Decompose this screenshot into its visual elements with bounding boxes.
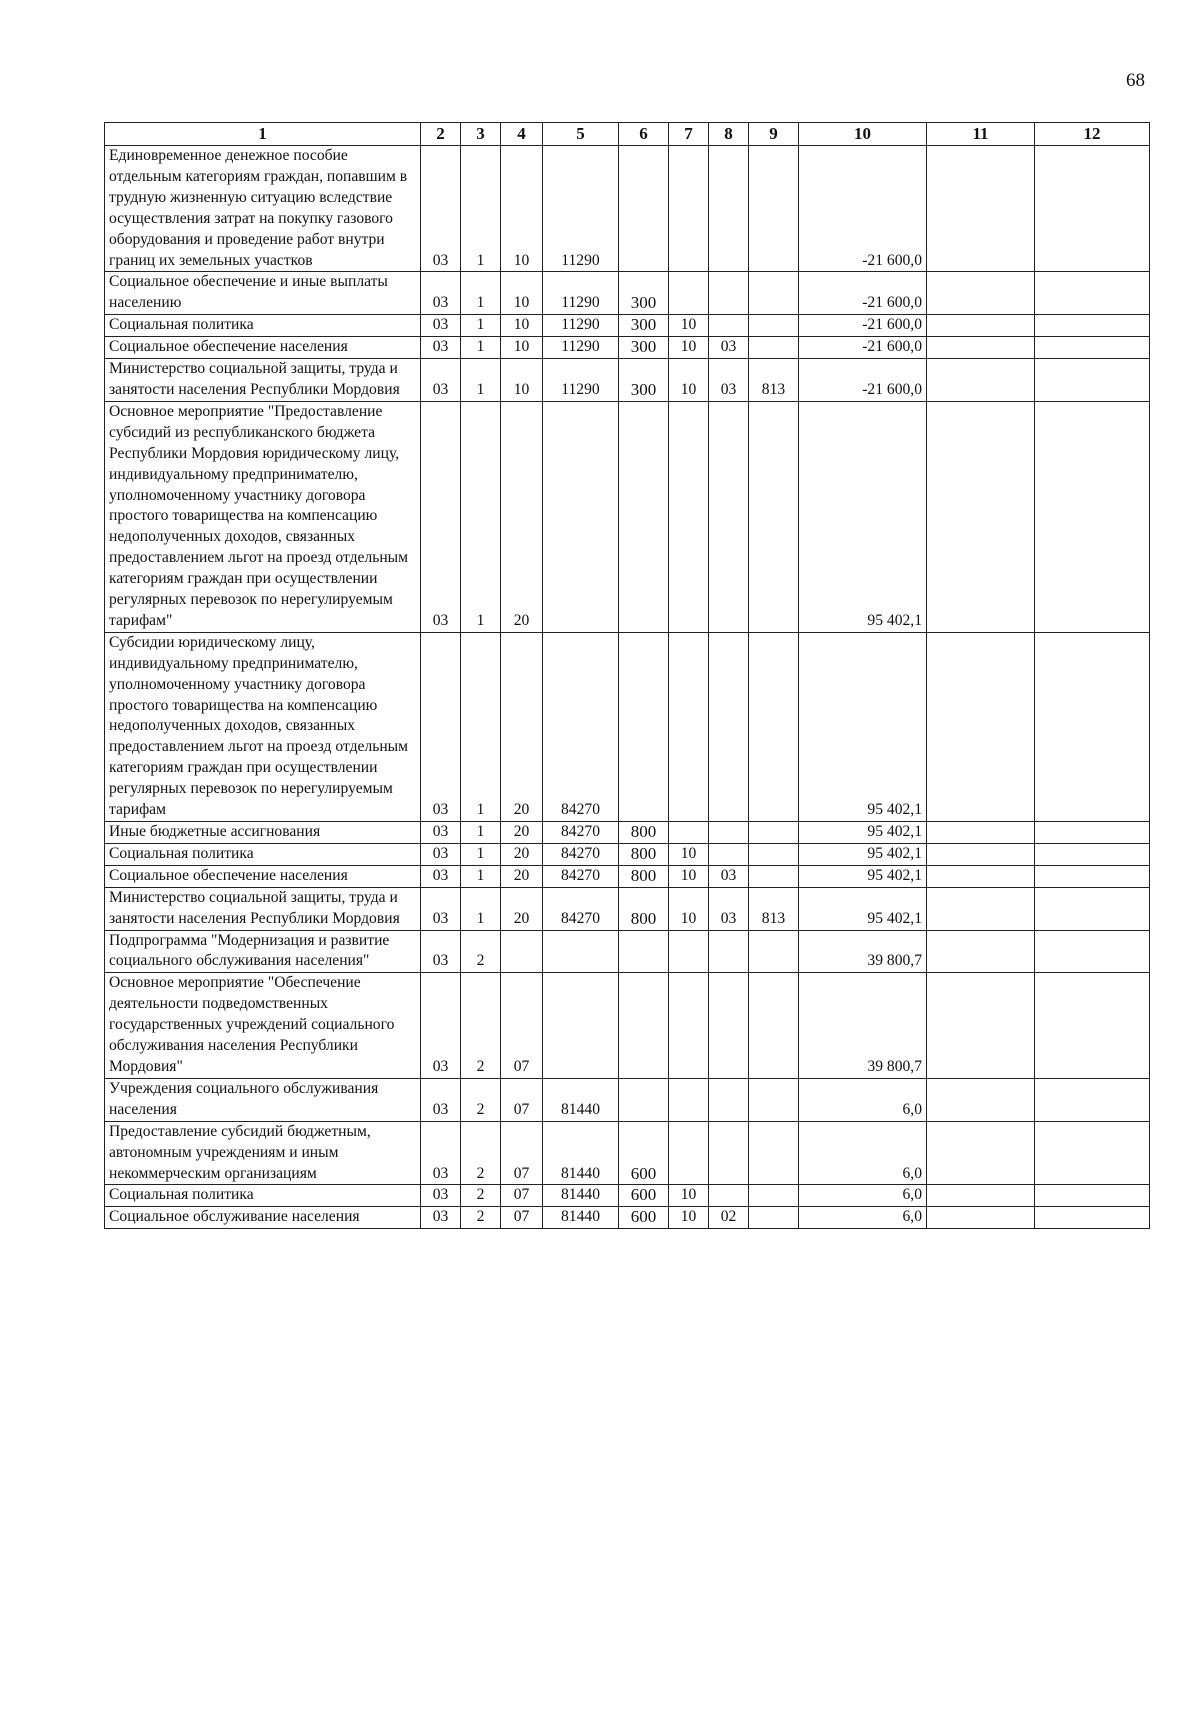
cell-col-6: 800 (619, 822, 669, 844)
cell-col-10: -21 600,0 (799, 315, 927, 337)
cell-col-8: 02 (709, 1207, 749, 1229)
table-row (105, 272, 1150, 315)
cell-col-5: 84270 (543, 822, 619, 844)
cell-col-6 (619, 1078, 669, 1121)
cell-col-12 (1035, 930, 1150, 973)
cell-col-10: 6,0 (799, 1185, 927, 1207)
cell-col-11 (927, 315, 1035, 337)
table-row (105, 973, 1150, 1079)
cell-col-6 (619, 632, 669, 821)
cell-col-7 (669, 146, 709, 272)
cell-col-11 (927, 822, 1035, 844)
cell-col-12 (1035, 337, 1150, 359)
cell-col-8 (709, 843, 749, 865)
cell-col-4: 20 (501, 887, 543, 930)
col-header-10: 10 (799, 123, 927, 146)
cell-col-2: 03 (421, 337, 461, 359)
cell-col-10: 39 800,7 (799, 973, 927, 1079)
col-header-4: 4 (501, 123, 543, 146)
cell-col-7 (669, 632, 709, 821)
cell-col-5: 11290 (543, 146, 619, 272)
cell-col-7 (669, 822, 709, 844)
cell-col-7 (669, 1121, 709, 1185)
col-header-8: 8 (709, 123, 749, 146)
cell-col-4: 10 (501, 337, 543, 359)
cell-col-3: 1 (461, 632, 501, 821)
cell-col-11 (927, 1078, 1035, 1121)
cell-col-3: 1 (461, 359, 501, 402)
row-description: Единовременное денежное пособие отдельным категориям граждан, попавшим в трудную жизненную ситуацию вследствие осуществления затрат на покупку газового оборудования и проведение работ внутри границ их земельных участков (105, 146, 421, 272)
cell-col-6 (619, 401, 669, 632)
cell-col-11 (927, 843, 1035, 865)
cell-col-12 (1035, 1207, 1150, 1229)
cell-col-7 (669, 1078, 709, 1121)
cell-col-9 (749, 843, 799, 865)
row-description: Основное мероприятие "Обеспечение деятельности подведомственных государственных учреждений социального обслуживания населения Республики Мордовия" (105, 973, 421, 1079)
cell-col-4: 07 (501, 1121, 543, 1185)
cell-col-5: 11290 (543, 272, 619, 315)
cell-col-6 (619, 930, 669, 973)
header-row (105, 123, 1150, 146)
cell-col-2: 03 (421, 930, 461, 973)
row-description: Социальная политика (105, 843, 421, 865)
col-header-2: 2 (421, 123, 461, 146)
cell-col-9 (749, 1207, 799, 1229)
cell-col-10: 6,0 (799, 1121, 927, 1185)
cell-col-2: 03 (421, 632, 461, 821)
row-description: Подпрограмма "Модернизация и развитие социального обслуживания населения" (105, 930, 421, 973)
table-body (105, 146, 1150, 1229)
table-row (105, 1207, 1150, 1229)
cell-col-8 (709, 822, 749, 844)
cell-col-3: 1 (461, 146, 501, 272)
cell-col-8: 03 (709, 887, 749, 930)
cell-col-7 (669, 272, 709, 315)
cell-col-7: 10 (669, 315, 709, 337)
cell-col-3: 2 (461, 1207, 501, 1229)
cell-col-3: 1 (461, 337, 501, 359)
cell-col-12 (1035, 843, 1150, 865)
cell-col-8 (709, 272, 749, 315)
cell-col-9 (749, 973, 799, 1079)
cell-col-11 (927, 887, 1035, 930)
cell-col-10: -21 600,0 (799, 272, 927, 315)
cell-col-5: 84270 (543, 843, 619, 865)
cell-col-3: 2 (461, 1121, 501, 1185)
cell-col-3: 2 (461, 973, 501, 1079)
cell-col-11 (927, 930, 1035, 973)
cell-col-7: 10 (669, 1185, 709, 1207)
cell-col-7: 10 (669, 337, 709, 359)
cell-col-9: 813 (749, 359, 799, 402)
row-description: Субсидии юридическому лицу, индивидуальному предпринимателю, уполномоченному участнику договора простого товарищества на компенсацию недополученных доходов, связанных предоставлением льгот на проезд отдельным категориям граждан при осуществлении регулярных перевозок по нерегулируемым тарифам (105, 632, 421, 821)
budget-table (104, 122, 1150, 1229)
cell-col-8 (709, 401, 749, 632)
table-row (105, 401, 1150, 632)
cell-col-9 (749, 146, 799, 272)
cell-col-8 (709, 973, 749, 1079)
table-row (105, 337, 1150, 359)
row-description: Иные бюджетные ассигнования (105, 822, 421, 844)
cell-col-4: 20 (501, 632, 543, 821)
row-description: Социальное обеспечение населения (105, 865, 421, 887)
cell-col-2: 03 (421, 887, 461, 930)
cell-col-2: 03 (421, 1185, 461, 1207)
cell-col-8 (709, 146, 749, 272)
cell-col-7: 10 (669, 843, 709, 865)
col-header-12: 12 (1035, 123, 1150, 146)
cell-col-3: 2 (461, 1185, 501, 1207)
col-header-1: 1 (105, 123, 421, 146)
row-description: Социальное обслуживание населения (105, 1207, 421, 1229)
cell-col-2: 03 (421, 822, 461, 844)
cell-col-5: 84270 (543, 887, 619, 930)
cell-col-10: 95 402,1 (799, 843, 927, 865)
cell-col-8 (709, 1185, 749, 1207)
cell-col-11 (927, 865, 1035, 887)
table-row (105, 632, 1150, 821)
cell-col-2: 03 (421, 1207, 461, 1229)
cell-col-12 (1035, 315, 1150, 337)
col-header-6: 6 (619, 123, 669, 146)
cell-col-4: 20 (501, 865, 543, 887)
table-row (105, 865, 1150, 887)
cell-col-10: -21 600,0 (799, 359, 927, 402)
row-description: Социальное обеспечение и иные выплаты населению (105, 272, 421, 315)
cell-col-10: -21 600,0 (799, 146, 927, 272)
table-row (105, 843, 1150, 865)
cell-col-8: 03 (709, 337, 749, 359)
cell-col-11 (927, 1207, 1035, 1229)
cell-col-3: 1 (461, 865, 501, 887)
cell-col-7 (669, 401, 709, 632)
cell-col-5: 81440 (543, 1185, 619, 1207)
cell-col-12 (1035, 632, 1150, 821)
cell-col-2: 03 (421, 1078, 461, 1121)
cell-col-6: 300 (619, 272, 669, 315)
cell-col-6 (619, 973, 669, 1079)
cell-col-3: 1 (461, 843, 501, 865)
cell-col-2: 03 (421, 315, 461, 337)
cell-col-2: 03 (421, 865, 461, 887)
cell-col-8: 03 (709, 865, 749, 887)
cell-col-9 (749, 822, 799, 844)
cell-col-12 (1035, 401, 1150, 632)
col-header-5: 5 (543, 123, 619, 146)
cell-col-9 (749, 272, 799, 315)
cell-col-4: 07 (501, 1207, 543, 1229)
cell-col-11 (927, 401, 1035, 632)
cell-col-12 (1035, 1121, 1150, 1185)
cell-col-10: 95 402,1 (799, 632, 927, 821)
cell-col-5 (543, 401, 619, 632)
cell-col-3: 2 (461, 930, 501, 973)
row-description: Предоставление субсидий бюджетным, автономным учреждениям и иным некоммерческим организациям (105, 1121, 421, 1185)
cell-col-12 (1035, 865, 1150, 887)
cell-col-7: 10 (669, 359, 709, 402)
cell-col-9 (749, 401, 799, 632)
cell-col-4: 20 (501, 843, 543, 865)
cell-col-6: 300 (619, 315, 669, 337)
cell-col-10: 6,0 (799, 1078, 927, 1121)
cell-col-5: 11290 (543, 315, 619, 337)
cell-col-5: 11290 (543, 337, 619, 359)
cell-col-12 (1035, 973, 1150, 1079)
table-row (105, 930, 1150, 973)
col-header-3: 3 (461, 123, 501, 146)
cell-col-3: 2 (461, 1078, 501, 1121)
cell-col-12 (1035, 146, 1150, 272)
cell-col-12 (1035, 822, 1150, 844)
cell-col-6: 600 (619, 1121, 669, 1185)
cell-col-3: 1 (461, 315, 501, 337)
cell-col-7 (669, 930, 709, 973)
cell-col-11 (927, 146, 1035, 272)
table-row (105, 822, 1150, 844)
row-description: Социальная политика (105, 1185, 421, 1207)
table-row (105, 887, 1150, 930)
cell-col-11 (927, 973, 1035, 1079)
cell-col-8 (709, 930, 749, 973)
cell-col-2: 03 (421, 1121, 461, 1185)
cell-col-6: 300 (619, 359, 669, 402)
cell-col-9 (749, 632, 799, 821)
cell-col-8 (709, 1078, 749, 1121)
cell-col-4: 10 (501, 315, 543, 337)
table-row (105, 1121, 1150, 1185)
cell-col-2: 03 (421, 272, 461, 315)
cell-col-4: 20 (501, 822, 543, 844)
table-row (105, 315, 1150, 337)
table-row (105, 146, 1150, 272)
cell-col-4: 07 (501, 1185, 543, 1207)
cell-col-11 (927, 272, 1035, 315)
row-description: Министерство социальной защиты, труда и занятости населения Республики Мордовия (105, 887, 421, 930)
cell-col-3: 1 (461, 272, 501, 315)
cell-col-10: -21 600,0 (799, 337, 927, 359)
cell-col-12 (1035, 887, 1150, 930)
cell-col-11 (927, 1185, 1035, 1207)
cell-col-5 (543, 973, 619, 1079)
cell-col-8: 03 (709, 359, 749, 402)
cell-col-7 (669, 973, 709, 1079)
cell-col-12 (1035, 1078, 1150, 1121)
cell-col-11 (927, 1121, 1035, 1185)
row-description: Министерство социальной защиты, труда и занятости населения Республики Мордовия (105, 359, 421, 402)
cell-col-7: 10 (669, 865, 709, 887)
cell-col-3: 1 (461, 822, 501, 844)
cell-col-10: 95 402,1 (799, 887, 927, 930)
cell-col-5: 84270 (543, 865, 619, 887)
cell-col-2: 03 (421, 843, 461, 865)
cell-col-11 (927, 337, 1035, 359)
table-row (105, 1185, 1150, 1207)
cell-col-4: 20 (501, 401, 543, 632)
cell-col-9 (749, 337, 799, 359)
cell-col-10: 95 402,1 (799, 822, 927, 844)
cell-col-9 (749, 1078, 799, 1121)
cell-col-9 (749, 1121, 799, 1185)
cell-col-12 (1035, 1185, 1150, 1207)
cell-col-10: 39 800,7 (799, 930, 927, 973)
cell-col-11 (927, 632, 1035, 821)
cell-col-5: 84270 (543, 632, 619, 821)
col-header-9: 9 (749, 123, 799, 146)
cell-col-11 (927, 359, 1035, 402)
cell-col-7: 10 (669, 887, 709, 930)
cell-col-8 (709, 1121, 749, 1185)
cell-col-3: 1 (461, 887, 501, 930)
cell-col-4: 07 (501, 973, 543, 1079)
cell-col-2: 03 (421, 401, 461, 632)
cell-col-7: 10 (669, 1207, 709, 1229)
cell-col-4: 10 (501, 272, 543, 315)
cell-col-6: 300 (619, 337, 669, 359)
table-row (105, 1078, 1150, 1121)
cell-col-12 (1035, 359, 1150, 402)
cell-col-6: 600 (619, 1185, 669, 1207)
page-number: 68 (1126, 70, 1145, 91)
cell-col-12 (1035, 272, 1150, 315)
col-header-7: 7 (669, 123, 709, 146)
cell-col-3: 1 (461, 401, 501, 632)
cell-col-9: 813 (749, 887, 799, 930)
row-description: Основное мероприятие "Предоставление субсидий из республиканского бюджета Республики Мордовия юридическому лицу, индивидуальному предпринимателю, уполномоченному участнику договора простого товарищества на компенсацию недополученных доходов, связанных предоставлением льгот на проезд отдельным категориям граждан при осуществлении регулярных перевозок по нерегулируемым тарифам" (105, 401, 421, 632)
cell-col-8 (709, 315, 749, 337)
row-description: Социальная политика (105, 315, 421, 337)
table-row (105, 359, 1150, 402)
cell-col-6: 800 (619, 887, 669, 930)
cell-col-5 (543, 930, 619, 973)
cell-col-9 (749, 930, 799, 973)
cell-col-4: 10 (501, 359, 543, 402)
cell-col-5: 81440 (543, 1207, 619, 1229)
cell-col-4: 07 (501, 1078, 543, 1121)
cell-col-5: 81440 (543, 1078, 619, 1121)
cell-col-2: 03 (421, 973, 461, 1079)
cell-col-8 (709, 632, 749, 821)
row-description: Учреждения социального обслуживания населения (105, 1078, 421, 1121)
cell-col-9 (749, 865, 799, 887)
cell-col-6 (619, 146, 669, 272)
cell-col-10: 6,0 (799, 1207, 927, 1229)
cell-col-6: 800 (619, 843, 669, 865)
col-header-11: 11 (927, 123, 1035, 146)
cell-col-6: 600 (619, 1207, 669, 1229)
cell-col-2: 03 (421, 359, 461, 402)
cell-col-10: 95 402,1 (799, 865, 927, 887)
cell-col-6: 800 (619, 865, 669, 887)
cell-col-5: 11290 (543, 359, 619, 402)
row-description: Социальное обеспечение населения (105, 337, 421, 359)
cell-col-4: 10 (501, 146, 543, 272)
cell-col-4 (501, 930, 543, 973)
cell-col-10: 95 402,1 (799, 401, 927, 632)
cell-col-9 (749, 1185, 799, 1207)
cell-col-2: 03 (421, 146, 461, 272)
cell-col-9 (749, 315, 799, 337)
cell-col-5: 81440 (543, 1121, 619, 1185)
